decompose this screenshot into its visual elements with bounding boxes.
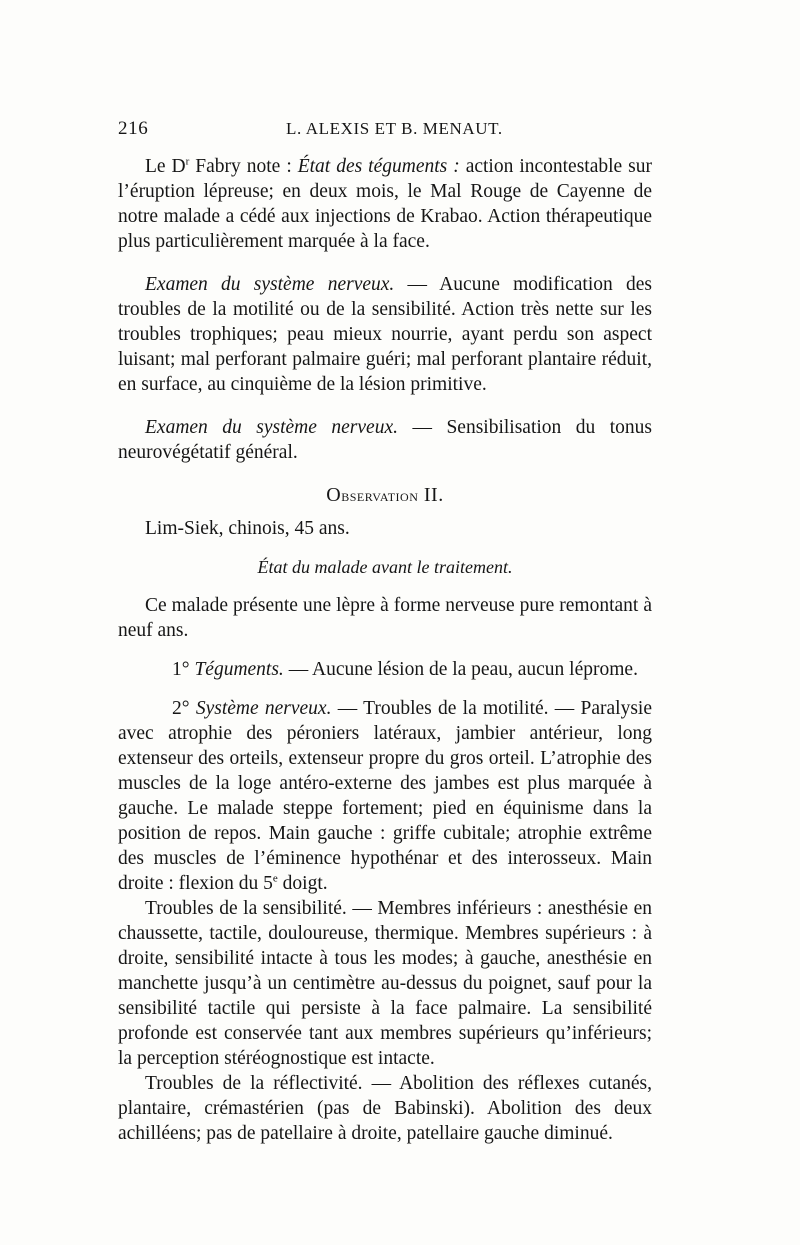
item-teguments: 1° Téguments. — Aucune lésion de la peau, aucun lépromе. <box>172 659 638 680</box>
running-head <box>118 118 652 146</box>
running-title: L. ALEXIS ET B. MENAUT. <box>286 119 503 138</box>
italic-phrase: État des téguments : <box>297 156 460 177</box>
state-heading: État du malade avant le traitement. <box>257 557 513 577</box>
page-number: 216 <box>118 118 149 139</box>
paragraph-fabry-note: Le $D^r$ Fabry note : État des téguments : action incontestable sur l’éruption lépreuse; en deux mois, le Mal Rouge de Cayenne de notre malade a cédé aux injections de Krabao. Action thérapeutique plus particulièrement marquée à la face. <box>118 155 653 252</box>
italic-phrase: Examen du système nerveux. <box>145 417 398 438</box>
patient-line: Lim-Siek, chinois, 45 ans. <box>145 518 350 539</box>
italic-phrase: Système nerveux. <box>195 698 332 719</box>
paragraph-reflexes: Troubles de la réflectivité. — Abolition des réflexes cutanés, plantaire, crémastérien (pas de Babinski). Abolition des deux achilléens; pas de patellaire à droite, patellaire gauche diminué. <box>118 1073 652 1144</box>
paragraph-presentation: Ce malade présente une lèpre à forme nerveuse pure remontant à neuf ans. <box>118 595 652 641</box>
paragraph-sensibility: Troubles de la sensibilité. — Membres inférieurs : anesthésie en chaussette, tactile, douloureuse, thermique. Membres supérieurs : à droite, sensibilité intacte à tous les modes; à gauche, anesthésie en manchette jusqu’à un centimètre au-dessus du poignet, sauf pour la sensibilité tactile qui persiste à la face palmaire. La sensibilité profonde est conservée tant aux membres supérieurs qu’inférieurs; la perception stéréognostique est intacte. <box>118 898 652 1069</box>
observation-heading: Observation II. <box>326 484 444 506</box>
paragraph-exam-nervous-2: Examen du système nerveux. — Sensibilisation du tonus neurovégétatif général. <box>118 417 652 463</box>
item-nervous-system: 2° Système nerveux. — Troubles de la motilité. — Paralysie avec atrophie des péroniers latéraux, jambier antérieur, long extenseur des orteils, extenseur propre du gros orteil. L’atrophie des muscles de la loge antéro-externe des jambes est plus marquée à gauche. Le malade steppe fortement; pied en équinisme dans la position de repos. Main gauche : griffe cubitale; atrophie extrême des muscles de l’éminence hypothénar et des interosseux. Main droite : flexion du 5e doigt. <box>118 698 653 894</box>
italic-phrase: Examen du système nerveux. <box>145 274 395 295</box>
paragraph-exam-nervous-1: Examen du système nerveux. — Aucune modification des troubles de la motilité ou de la sensibilité. Action très nette sur les troubles trophiques; peau mieux nourrie, ayant perdu son aspect luisant; mal perforant palmaire guéri; mal perforant plantaire réduit, en surface, au cinquième de la lésion primitive. <box>118 274 653 395</box>
italic-phrase: Téguments. <box>194 659 284 680</box>
